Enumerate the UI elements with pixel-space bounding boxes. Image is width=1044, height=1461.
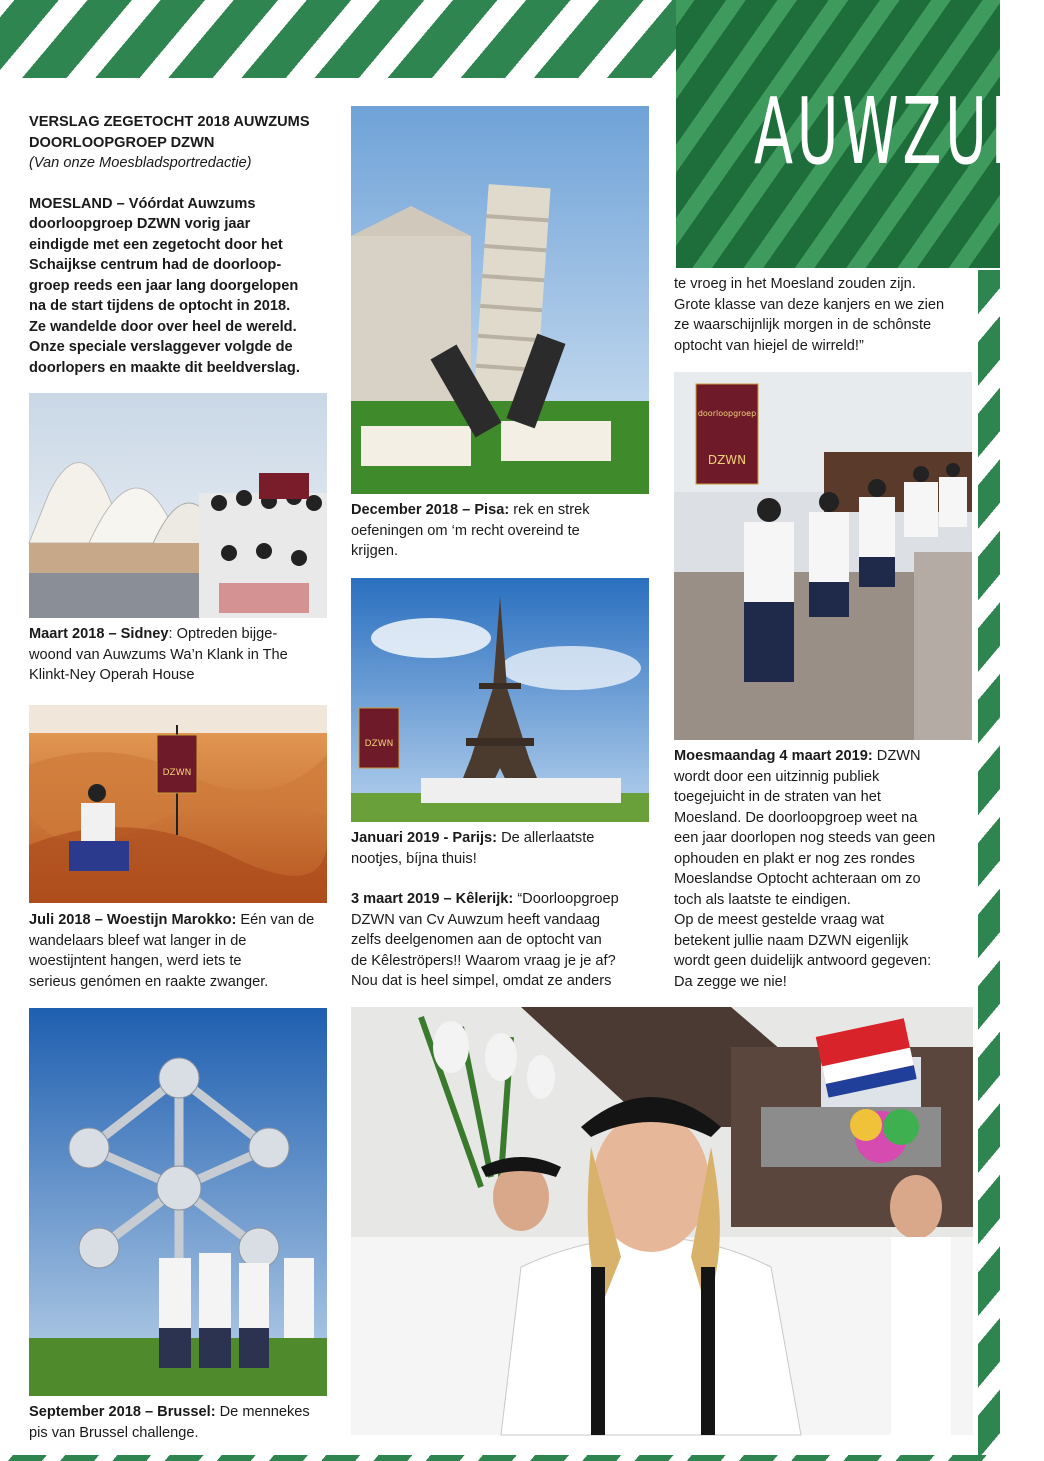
intro-heading-line1: VERSLAG ZEGETOCHT 2018 AUWZUMS [29,114,310,130]
caption-sydney-line3: Klinkt-Ney Operah House [29,667,195,683]
caption-pisa [351,500,651,562]
caption-sydney-line2: woond van Auwzums Wa’n Klank in The [29,646,288,663]
right-edge-stripes [978,270,1000,1461]
caption-kelerijk-continued [674,274,979,356]
caption-moesmaandag-line2: wordt door een uitzinnig publiek [674,768,880,785]
caption-moesmaandag-line9: Op de meest gestelde vraag wat [674,912,885,928]
caption-moesmaandag [674,746,979,992]
intro-lead-6: na de start tijdens de optocht in 2018. [29,298,291,314]
intro-lead-7: Ze wandelde door over heel de wereld. [29,318,297,335]
photo-sydney [29,393,327,618]
caption-pisa-line3: krijgen. [351,543,399,559]
caption-kelerijk-line4: de Kêleströpers!! Waarom vraag je je af? [351,952,616,969]
caption-moesmaandag-line3: toegejuicht in de straten van het [674,789,881,805]
caption-sydney [29,624,329,686]
caption-kelerijk-line1: “Doorloopgroep [513,891,619,907]
intro-lead-1: MOESLAND – Vóórdat Auwzums [29,195,256,212]
photo-morocco [29,705,327,903]
header-box [676,0,1044,268]
caption-moesmaandag-line5: een jaar doorlopen nog steeds van geen [674,830,936,846]
intro-subheading: (Van onze Moesbladsportredactie) [29,155,252,171]
caption-pisa-line1: rek en strek [509,502,590,518]
caption-moesmaandag-line4: Moesland. De doorloopgroep weet na [674,809,918,826]
caption-moesmaandag-line10: betekent jullie naam DZWN eigenlijk [674,932,909,949]
caption-moesmaandag-line11: wordt geen duidelijk antwoord gegeven: [674,953,932,969]
caption-moesmaandag-line12: Da zegge we nie! [674,973,787,990]
caption-morocco-line2: wandelaars bleef wat langer in de [29,932,247,949]
caption-moesmaandag-line1: DZWN [872,748,921,764]
caption-pisa-line2: oefeningen om ‘m recht overeind te [351,522,580,539]
intro-lead-8: Onze speciale verslaggever volgde de [29,339,293,355]
caption-kelerijk-line3: zelfs deelgenomen aan de optocht van [351,932,602,948]
caption-brussels-line1: De mennekes [215,1404,310,1420]
bottom-edge-stripes [0,1455,1000,1461]
caption-morocco [29,910,339,992]
caption-paris-line2: nootjes, bíjna thuis! [351,850,477,867]
caption-moesmaandag-line7: Moeslandse Optocht achteraan om zo [674,871,921,887]
photo-moesland-parade [674,372,972,740]
caption-paris [351,828,651,869]
caption-moesmaandag-title: Moesmaandag 4 maart 2019: [674,748,873,764]
photo-celebration [351,1007,973,1435]
morocco-banner-text: DZWN [162,768,192,778]
intro-lead-3: eindigde met een zegetocht door het [29,236,283,253]
kelerijk-cont-line3: ze waarschijnlijk morgen in de schônste [674,317,932,333]
header-stripe-band [0,0,680,78]
caption-moesmaandag-line6: ophouden en plakt er nog zes rondes [674,850,915,867]
caption-morocco-title: Juli 2018 – Woestijn Marokko: [29,912,237,928]
caption-kelerijk [351,889,656,992]
paris-banner-text: DZWN [364,739,394,749]
caption-brussels [29,1402,339,1443]
photo-pisa [351,106,649,494]
caption-sydney-line1: : Optreden bijge- [168,626,278,642]
parade-banner-top: doorloopgroep [697,409,757,418]
caption-kelerijk-line2: DZWN van Cv Auwzum heeft vandaag [351,911,601,928]
page-title: AUWZUM [754,78,1044,185]
caption-brussels-line2: pis van Brussel challenge. [29,1424,199,1441]
parade-banner-main: DZWN [707,453,747,467]
caption-sydney-title: Maart 2018 – Sidney [29,626,169,642]
caption-paris-line1: De allerlaatste [497,830,595,846]
caption-brussels-title: September 2018 – Brussel: [29,1404,216,1420]
intro-lead-4: Schaijkse centrum had de doorloop- [29,257,282,273]
caption-moesmaandag-line8: toch als laatste te eindigen. [674,891,851,908]
caption-kelerijk-title: 3 maart 2019 – Kêlerijk: [351,891,514,907]
kelerijk-cont-line4: optocht van hiejel de wirreld!” [674,337,864,354]
photo-brussels [29,1008,327,1396]
caption-kelerijk-line5: Nou dat is heel simpel, omdat ze anders [351,973,612,989]
intro-lead-2: doorloopgroep DZWN vorig jaar [29,216,251,232]
kelerijk-cont-line2: Grote klasse van deze kanjers en we zien [674,296,945,313]
caption-morocco-line1: Eén van de [236,912,315,928]
caption-morocco-line4: serieus genómen en raakte zwanger. [29,973,269,990]
intro-block [29,112,339,378]
caption-pisa-title: December 2018 – Pisa: [351,502,510,518]
photo-paris [351,578,649,822]
intro-heading-line2: DOORLOOPGROEP DZWN [29,134,215,151]
intro-lead-5: groep reeds een jaar lang doorgelopen [29,277,299,294]
caption-paris-title: Januari 2019 - Parijs: [351,830,498,846]
intro-lead-9: doorlopers en maakte dit beeldverslag. [29,359,300,376]
kelerijk-cont-line1: te vroeg in het Moesland zouden zijn. [674,276,916,292]
caption-morocco-line3: woestijntent hangen, werd iets te [29,953,242,969]
